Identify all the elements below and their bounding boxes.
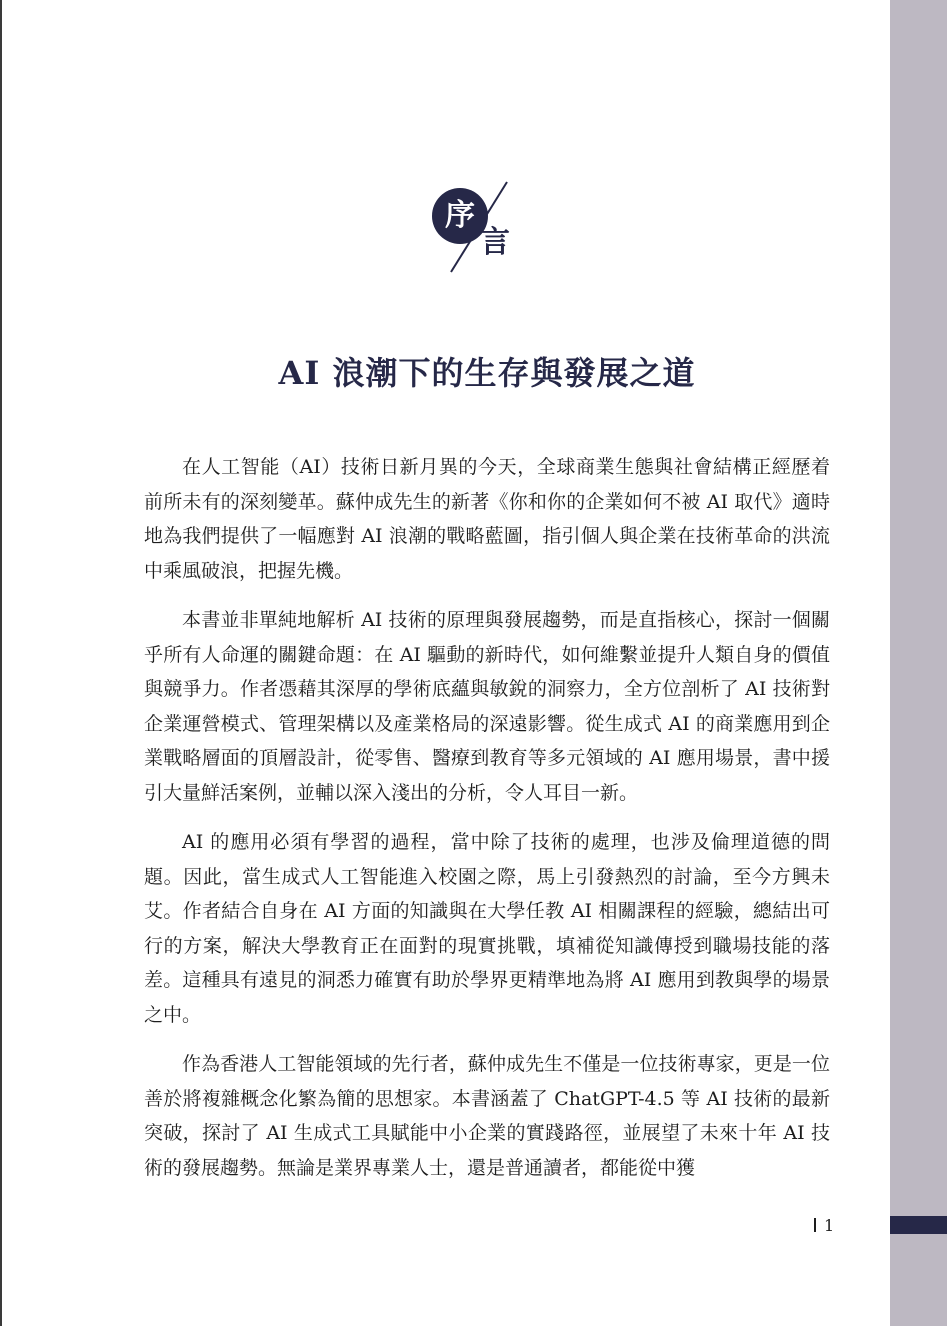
page-left-edge — [0, 0, 2, 1326]
preface-emblem — [430, 180, 520, 275]
emblem-char-preface: 序 — [445, 198, 475, 233]
emblem-slash — [430, 180, 520, 275]
emblem-char-words: 言 — [480, 225, 510, 260]
paragraph-4: 作為香港人工智能領域的先行者，蘇仲成先生不僅是一位技術專家，更是一位善於將複雜概念化繁為簡的思想家。本書涵蓋了 ChatGPT-4.5 等 AI 技術的最新突破，探討了 AI 生成式工具賦能中小企業的實踐路徑，並展望了未來十年 AI 技術的發展趨勢。無論是業界專業人士，還是普通讀者，都能從中獲 — [144, 1053, 830, 1179]
side-page-tab — [890, 1216, 947, 1234]
page-number-bar — [814, 1218, 816, 1232]
paragraph-3: AI 的應用必須有學習的過程，當中除了技術的處理，也涉及倫理道德的問題。因此，當生成式人工智能進入校園之際，馬上引發熱烈的討論，至今方興未艾。作者結合自身在 AI 方面的知識與在大學任教 AI 相關課程的經驗，總結出可行的方案，解決大學教育正在面對的現實挑戰，填補從知識傳授到職場技能的落差。這種具有遠見的洞悉力確實有助於學界更精準地為將 AI 應用到教與學的場景之中。 — [144, 831, 830, 1026]
page-footer — [814, 1216, 834, 1236]
side-color-strip — [890, 0, 947, 1326]
paragraph-1: 在人工智能（AI）技術日新月異的今天，全球商業生態與社會結構正經歷着前所未有的深刻變革。蘇仲成先生的新著《你和你的企業如何不被 AI 取代》適時地為我們提供了一幅應對 AI 浪潮的戰略藍圖，指引個人與企業在技術革命的洪流中乘風破浪，把握先機。 — [144, 456, 830, 582]
page-number: 1 — [824, 1216, 835, 1235]
chapter-title: AI 浪潮下的生存與發展之道 — [278, 354, 696, 392]
body-text — [144, 450, 830, 1200]
paragraph-2: 本書並非單純地解析 AI 技術的原理與發展趨勢，而是直指核心，探討一個關乎所有人命運的關鍵命題：在 AI 驅動的新時代，如何維繫並提升人類自身的價值與競爭力。作者憑藉其深厚的學術底蘊與敏銳的洞察力，全方位剖析了 AI 技術對企業運營模式、管理架構以及產業格局的深遠影響。從生成式 AI 的商業應用到企業戰略層面的頂層設計，從零售、醫療到教育等多元領域的 AI 應用場景，書中援引大量鮮活案例，並輔以深入淺出的分析，令人耳目一新。 — [144, 609, 830, 804]
